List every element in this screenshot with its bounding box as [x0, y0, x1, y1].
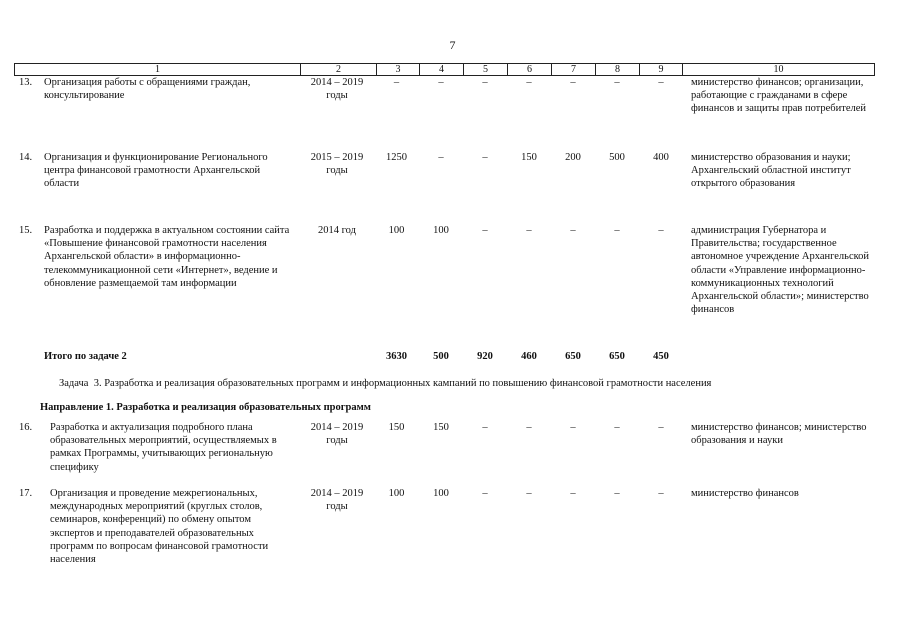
row-number: 17. [19, 488, 33, 499]
total-label: Итого по задаче 2 [44, 351, 127, 362]
col-header-9: 9 [640, 64, 683, 76]
row-period: 2014 – 2019 годы [310, 422, 364, 447]
row-executor: министерство образования и науки; Архангельский областной институт открытого образования [691, 152, 851, 190]
row-name: Разработка и актуализация подробного плана образовательных мероприятий, осуществляемых в рамках Программы, учитывающих региональную специфику [50, 422, 277, 473]
row-value: – [614, 422, 620, 433]
col-header-8: 8 [596, 64, 640, 76]
col-header-7: 7 [552, 64, 596, 76]
row-value: – [614, 225, 620, 236]
row-value: – [438, 77, 444, 88]
column-header-row [14, 63, 875, 76]
col-header-6: 6 [508, 64, 552, 76]
row-value: 100 [433, 488, 449, 499]
col-header-4: 4 [420, 64, 464, 76]
row-executor: министерство финансов; организации, работающие с гражданами в сфере финансов и защиты прав потребителей [691, 77, 867, 115]
row-value: – [570, 77, 576, 88]
row-value: – [438, 152, 444, 163]
col-header-2: 2 [301, 64, 377, 76]
row-value: – [482, 422, 488, 433]
row-value: – [570, 225, 576, 236]
row-value: – [658, 225, 664, 236]
task-heading: Задача 3. Разработка и реализация образовательных программ и информационных кампаний по повышению финансовой грамотности населения [59, 378, 712, 389]
total-value: 650 [609, 351, 625, 362]
row-value: 150 [388, 422, 405, 433]
row-value: – [570, 422, 576, 433]
row-value: – [482, 152, 488, 163]
row-value: 100 [388, 225, 405, 236]
row-executor: администрация Губернатора и Правительства; государственное автономное учреждение Архангельской области «Управление информационно- коммуникационных технологий Архангельской области»; министерство финансов [691, 225, 870, 316]
row-value: – [482, 225, 488, 236]
row-value: – [526, 422, 532, 433]
row-period: 2014 – 2019 годы [310, 488, 364, 513]
total-value: 450 [653, 351, 669, 362]
total-value: 920 [477, 351, 493, 362]
row-value: – [614, 77, 620, 88]
row-value: 400 [653, 152, 669, 163]
row-value: – [570, 488, 576, 499]
total-value: 650 [565, 351, 581, 362]
row-value: 200 [565, 152, 581, 163]
row-executor: министерство финансов; министерство образования и науки [691, 422, 867, 447]
row-value: 150 [521, 152, 537, 163]
row-period: 2014 – 2019 годы [310, 77, 364, 102]
col-header-5: 5 [464, 64, 508, 76]
row-value: – [482, 488, 488, 499]
total-value: 3630 [386, 351, 407, 362]
row-value: – [526, 488, 532, 499]
col-header-10: 10 [683, 64, 875, 76]
row-value: 500 [609, 152, 625, 163]
total-value: 500 [433, 351, 449, 362]
row-period: 2015 – 2019 годы [310, 152, 364, 177]
row-value: – [393, 77, 400, 88]
row-period: 2014 год [318, 225, 356, 236]
row-value: 100 [433, 225, 449, 236]
row-value: 150 [433, 422, 449, 433]
row-value: – [526, 77, 532, 88]
row-value: – [614, 488, 620, 499]
row-number: 13. [19, 77, 33, 88]
row-value: 1250 [386, 152, 407, 163]
row-value: – [658, 488, 664, 499]
row-value: – [658, 77, 664, 88]
row-number: 15. [19, 225, 33, 236]
col-header-1: 1 [15, 64, 301, 76]
row-value: – [658, 422, 664, 433]
row-name: Организация и проведение межрегиональных, международных мероприятий (круглых столов, семинаров, конференций) по обмену опытом экспертов и преподавателей образовательных программ по вопросам финансовой грамотности населения [50, 488, 269, 566]
row-number: 16. [19, 422, 33, 433]
row-value: – [482, 77, 488, 88]
row-name: Разработка и поддержка в актуальном состоянии сайта «Повышение финансовой грамотности населения Архангельской области» в информационно-телекоммуникационной сети «Интернет», ведение и обновление размещаемой там информации [44, 225, 290, 289]
page-number: 7 [449, 38, 456, 52]
total-value: 460 [521, 351, 537, 362]
direction-heading: Направление 1. Разработка и реализация образовательных программ [40, 402, 371, 413]
col-header-3: 3 [377, 64, 420, 76]
row-name: Организация работы с обращениями граждан, консультирование [44, 77, 251, 102]
row-number: 14. [19, 152, 33, 163]
row-value: 100 [388, 488, 405, 499]
row-name: Организация и функционирование Регионального центра финансовой грамотности Архангельской области [44, 152, 268, 190]
row-value: – [526, 225, 532, 236]
row-executor: министерство финансов [691, 488, 799, 499]
